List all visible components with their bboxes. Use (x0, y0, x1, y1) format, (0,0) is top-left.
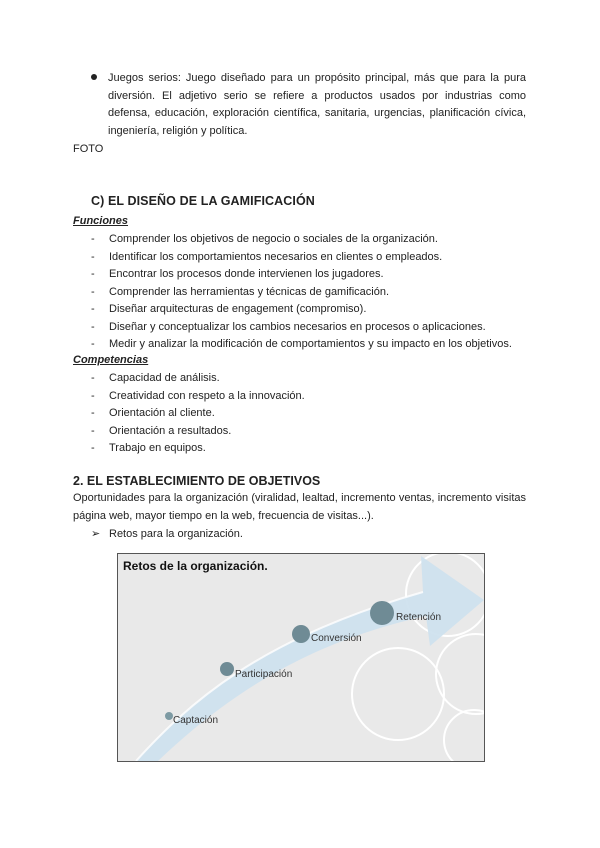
list-item: - Medir y analizar la modificación de comportamientos y su impacto en los objetivos. (91, 338, 512, 350)
growth-arrow-shape (136, 556, 484, 761)
list-item: - Diseñar y conceptualizar los cambios necesarios en procesos o aplicaciones. (91, 320, 486, 333)
competencias-title: Competencias (73, 354, 149, 366)
funciones-list (91, 231, 512, 354)
section-c-title: C) EL DISEÑO DE LA GAMIFICACIÓN (91, 194, 315, 208)
list-item: - Identificar los comportamientos necesarios en clientes o empleados. (91, 250, 443, 263)
list-item: - Diseñar arquitecturas de engagement (compromiso). (91, 303, 367, 315)
serious-games-paragraph: Juegos serios: Juego diseñado para un propósito principal, más que para la pura diversión. El adjetivo serio se refiere a productos usados por industrias como defensa, educación, exploración científica, sanitaria, urgencias, planificación cívica, ingeniería, religión y política. (108, 72, 526, 137)
arrow-bullet-icon: ➢ (91, 528, 101, 540)
stage-label-participacion: Participación (235, 669, 293, 680)
list-item: - Comprender los objetivos de negocio o sociales de la organización. (91, 233, 438, 245)
goals-figure-graphic (118, 554, 484, 761)
figure-title: Retos de la organización. (123, 559, 268, 573)
goals-figure (117, 553, 485, 762)
opportunities-paragraph: Oportunidades para la organización (viralidad, lealtad, incremento ventas, incremento visitas página web, mayor tiempo en la web, frecuencia de visitas...). (73, 492, 526, 522)
stage-label-captacion: Captación (173, 715, 219, 726)
retos-item: ➢ Retos para la organización. (91, 528, 243, 540)
bullet-dot (91, 74, 97, 80)
list-item: - Encontrar los procesos donde intervienen los jugadores. (91, 268, 384, 280)
retencion-dot (370, 601, 394, 625)
competencias-list (91, 370, 305, 458)
list-item: - Comprender las herramientas y técnicas de gamificación. (91, 285, 390, 298)
funciones-title: Funciones (73, 215, 129, 227)
decorative-circles (352, 554, 484, 761)
list-item: - Capacidad de análisis. (91, 372, 220, 384)
section-2-title: 2. EL ESTABLECIMIENTO DE OBJETIVOS (73, 474, 321, 488)
captacion-dot (165, 712, 173, 720)
list-item: - Orientación al cliente. (91, 407, 215, 419)
stage-label-retencion: Retención (396, 612, 442, 623)
stage-label-conversion: Conversión (311, 633, 362, 644)
participacion-dot (220, 662, 234, 676)
list-item: - Creatividad con respeto a la innovación. (91, 389, 305, 402)
conversion-dot (292, 625, 310, 643)
list-item: - Trabajo en equipos. (91, 442, 206, 454)
list-item: - Orientación a resultados. (91, 424, 232, 437)
foto-placeholder: FOTO (73, 143, 104, 155)
